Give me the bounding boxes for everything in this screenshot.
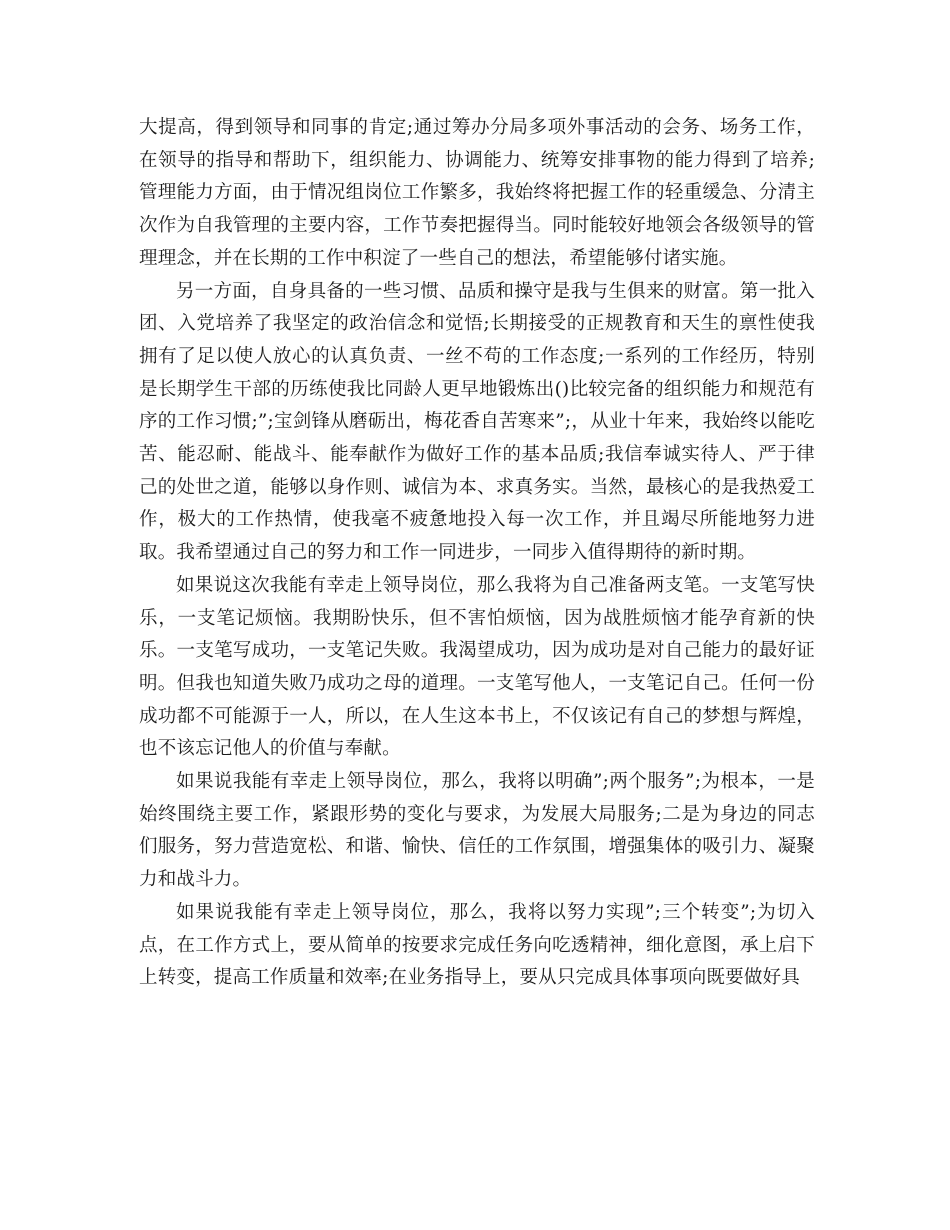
paragraph-4: 如果说我能有幸走上领导岗位，那么，我将以明确”;两个服务”;为根本，一是始终围绕主要工作，紧跟形势的变化与要求，为发展大局服务;二是为身边的同志们服务，努力营造宽松、和谐、愉快、信任的工作氛围，增强集体的吸引力、凝聚力和战斗力。 xyxy=(139,771,815,891)
paragraph-2: 另一方面，自身具备的一些习惯、品质和操守是我与生俱来的财富。第一批入团、入党培养了我坚定的政治信念和觉悟;长期接受的正规教育和天生的禀性使我拥有了足以使人放心的认真负责、一丝不苟的工作态度;一系列的工作经历，特别是长期学生干部的历练使我比同龄人更早地锻炼出()比较完备的组织能力和规范有序的工作习惯;”;宝剑锋从磨砺出，梅花香自苦寒来”;，从业十年来，我始终以能吃苦、能忍耐、能战斗、能奉献作为做好工作的基本品质;我信奉诚实待人、严于律己的处世之道，能够以身作则、诚信为本、求真务实。当然，最核心的是我热爱工作，极大的工作热情，使我毫不疲惫地投入每一次工作，并且竭尽所能地努力进取。我希望通过自己的努力和工作一同进步，一同步入值得期待的新时期。 xyxy=(139,280,815,564)
paragraph-5: 如果说我能有幸走上领导岗位，那么，我将以努力实现”;三个转变”;为切入点，在工作方式上，要从简单的按要求完成任务向吃透精神，细化意图，承上启下上转变，提高工作质量和效率;在业务指导上，要从只完成具体事项向既要做好具 xyxy=(139,901,815,989)
paragraph-3: 如果说这次我能有幸走上领导岗位，那么我将为自己准备两支笔。一支笔写快乐，一支笔记烦恼。我期盼快乐，但不害怕烦恼，因为战胜烦恼才能孕育新的快乐。一支笔写成功，一支笔记失败。我渴望成功，因为成功是对自己能力的最好证明。但我也知道失败乃成功之母的道理。一支笔写他人，一支笔记自己。任何一份成功都不可能源于一人，所以，在人生这本书上，不仅该记有自己的梦想与辉煌，也不该忘记他人的价值与奉献。 xyxy=(139,574,815,760)
document-body xyxy=(139,112,815,995)
paragraph-1: 大提高，得到领导和同事的肯定;通过筹办分局多项外事活动的会务、场务工作，在领导的指导和帮助下，组织能力、协调能力、统筹安排事物的能力得到了培养;管理能力方面，由于情况组岗位工作繁多，我始终将把握工作的轻重缓急、分清主次作为自我管理的主要内容，工作节奏把握得当。同时能较好地领会各级领导的管理理念，并在长期的工作中积淀了一些自己的想法，希望能够付诸实施。 xyxy=(139,117,815,269)
